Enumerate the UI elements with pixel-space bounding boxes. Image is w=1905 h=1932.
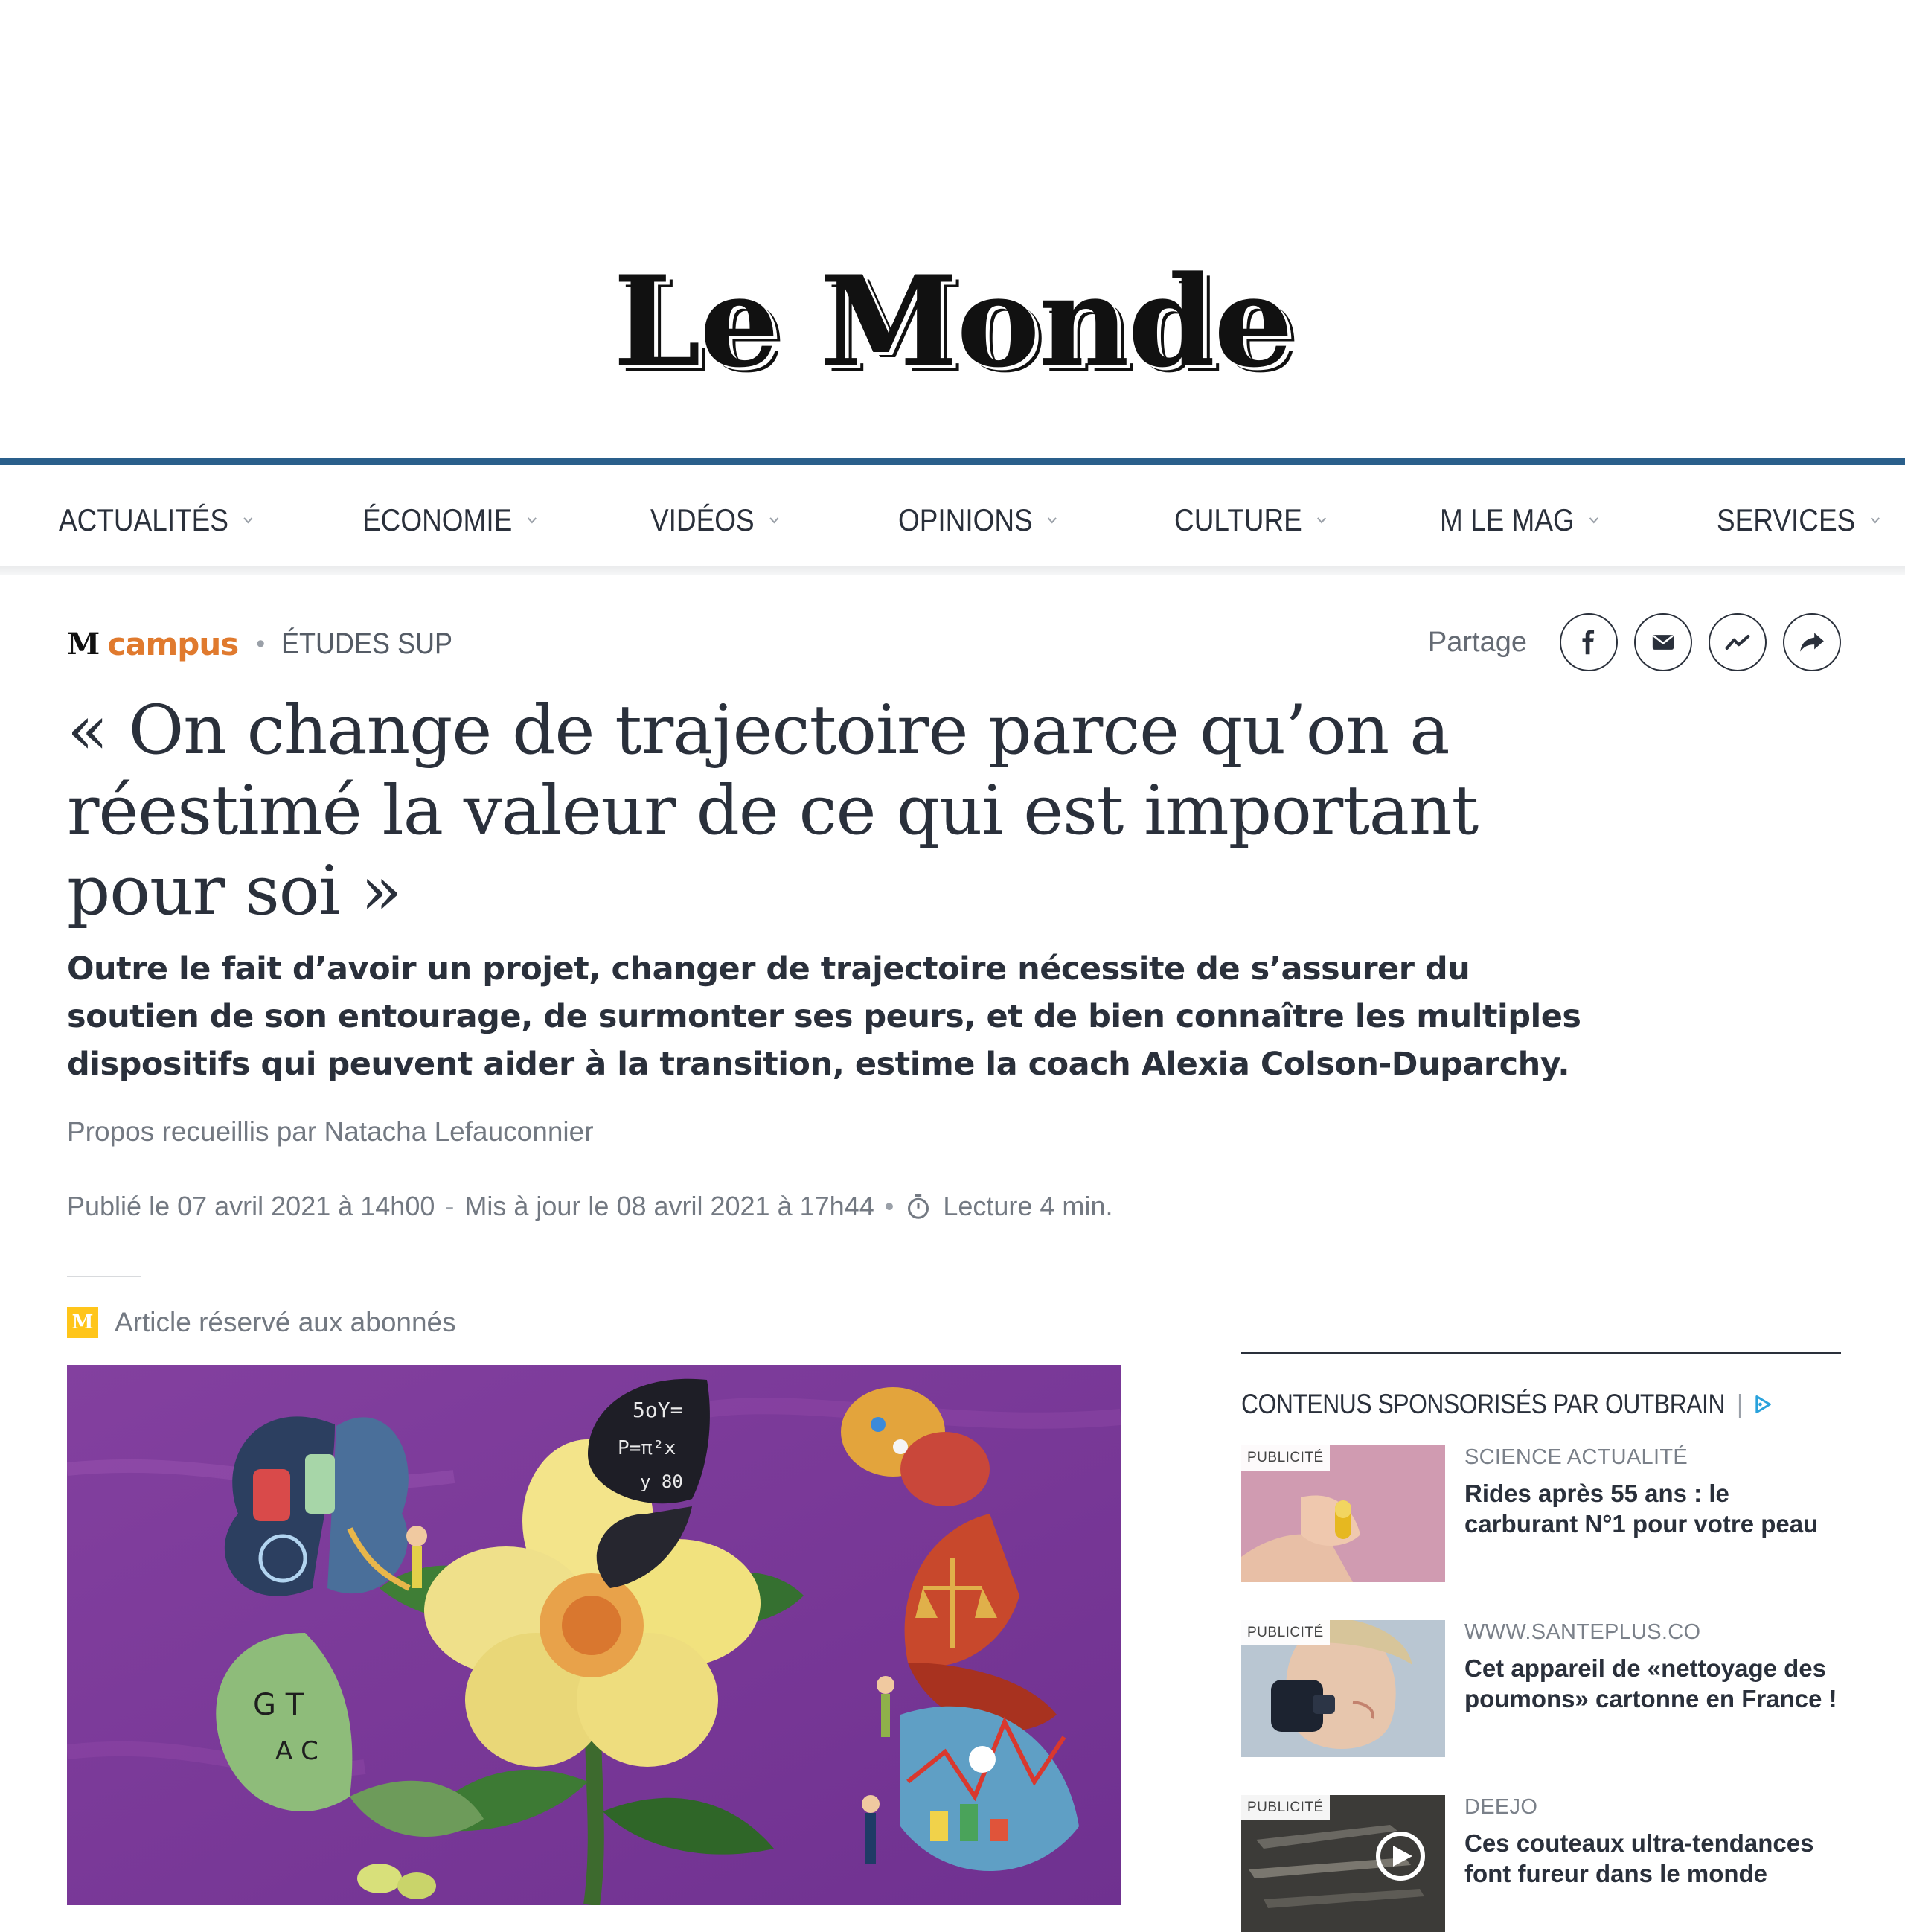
svg-text:G T: G T <box>253 1688 304 1722</box>
reading-time: Lecture 4 min. <box>943 1191 1113 1221</box>
sponsored-tag: PUBLICITÉ <box>1241 1620 1330 1645</box>
facebook-share-button[interactable] <box>1560 613 1618 671</box>
facebook-icon <box>1576 630 1601 655</box>
sponsored-source: WWW.SANTEPLUS.CO <box>1464 1620 1701 1644</box>
masthead-divider <box>0 458 1905 465</box>
article-description: Outre le fait d’avoir un projet, changer de trajectoire nécessite de s’assurer du soutien de son entourage, de surmonter ses peurs, et de bien connaître les multiples dispositifs qui peuvent aider à la transition, estime la coach Alexia Colson-Duparchy. <box>67 950 1581 1083</box>
sponsored-separator: | <box>1736 1389 1744 1418</box>
nav-item-actualites[interactable]: ACTUALITÉS <box>59 498 253 543</box>
adchoices-icon[interactable] <box>1752 1394 1773 1415</box>
chevron-down-icon <box>527 514 537 526</box>
svg-text:y 80: y 80 <box>640 1471 683 1492</box>
share-label: Partage <box>1427 626 1527 658</box>
sponsored-item[interactable] <box>1241 1620 1841 1757</box>
sponsored-thumbnail[interactable] <box>1241 1445 1445 1582</box>
meta-separator: - <box>445 1191 455 1221</box>
sponsored-source: SCIENCE ACTUALITÉ <box>1464 1445 1688 1469</box>
sponsored-text[interactable]: Cet appareil de «nettoyage des poumons» cartonne en France ! <box>1464 1654 1837 1712</box>
sponsored-thumbnail[interactable] <box>1241 1795 1445 1932</box>
article-headline: « On change de trajectoire parce qu’on a réestimé la valeur de ce qui est important pour soi » <box>67 691 1479 930</box>
nav-item-videos[interactable]: VIDÉOS <box>650 498 779 543</box>
publish-date: Publié le 07 avril 2021 à 14h00 <box>67 1191 435 1221</box>
timer-icon <box>906 1193 931 1220</box>
sponsored-item[interactable] <box>1241 1795 1841 1932</box>
sponsored-header <box>1241 1389 1773 1420</box>
sponsored-tag: PUBLICITÉ <box>1241 1795 1330 1820</box>
nav-item-opinions[interactable]: OPINIONS <box>898 498 1057 543</box>
article-author[interactable]: Propos recueillis par Natacha Lefauconnier <box>67 1116 594 1147</box>
main-nav <box>0 465 1905 566</box>
premium-notice <box>67 1307 456 1338</box>
meta-separator: • <box>884 1191 894 1221</box>
more-share-button[interactable] <box>1783 613 1841 671</box>
sponsored-thumbnail[interactable] <box>1241 1620 1445 1757</box>
chevron-down-icon <box>769 514 779 526</box>
le-monde-m-logo: M <box>67 626 100 662</box>
masthead <box>0 0 1905 458</box>
svg-text:P=π²x: P=π²x <box>618 1437 676 1459</box>
article-meta <box>67 1191 1112 1222</box>
chevron-down-icon <box>243 514 253 526</box>
chevron-down-icon <box>1047 514 1057 526</box>
nav-item-services[interactable]: SERVICES <box>1717 498 1880 543</box>
svg-text:5oY=: 5oY= <box>633 1398 683 1422</box>
chevron-down-icon <box>1870 514 1880 526</box>
meta-divider <box>67 1276 141 1277</box>
sponsored-item[interactable] <box>1241 1445 1841 1582</box>
nav-item-culture[interactable]: CULTURE <box>1174 498 1327 543</box>
sponsored-tag: PUBLICITÉ <box>1241 1445 1330 1471</box>
sponsored-text[interactable]: Rides après 55 ans : le carburant N°1 pour votre peau <box>1464 1480 1819 1538</box>
update-date: Mis à jour le 08 avril 2021 à 17h44 <box>464 1191 874 1221</box>
nav-item-m-le-mag[interactable]: M LE MAG <box>1440 498 1599 543</box>
messenger-icon <box>1723 628 1752 656</box>
campus-link[interactable]: campus <box>107 625 239 662</box>
email-share-button[interactable] <box>1634 613 1692 671</box>
sponsored-source: DEEJO <box>1464 1795 1538 1819</box>
illustration-image <box>67 1365 1121 1905</box>
sponsored-title[interactable]: CONTENUS SPONSORISÉS PAR OUTBRAIN <box>1241 1389 1726 1419</box>
premium-label: Article réservé aux abonnés <box>115 1307 456 1337</box>
messenger-share-button[interactable] <box>1709 613 1767 671</box>
svg-text:A C: A C <box>275 1736 318 1766</box>
premium-badge-icon: M <box>67 1307 98 1338</box>
nav-item-economie[interactable]: ÉCONOMIE <box>362 498 537 543</box>
le-monde-logo[interactable]: Le Monde <box>612 248 1293 395</box>
nav-shadow <box>0 566 1905 575</box>
section-link[interactable]: ÉTUDES SUP <box>281 627 453 660</box>
chevron-down-icon <box>1316 514 1327 526</box>
share-bar <box>1428 613 1841 671</box>
email-icon <box>1651 630 1676 655</box>
breadcrumb-separator: • <box>256 629 266 658</box>
share-icon <box>1798 628 1826 656</box>
breadcrumb <box>67 625 472 662</box>
article-illustration[interactable] <box>67 1365 1121 1905</box>
sponsored-text[interactable]: Ces couteaux ultra-tendances font fureur dans le monde <box>1464 1829 1814 1887</box>
sponsored-divider <box>1241 1352 1841 1354</box>
chevron-down-icon <box>1589 514 1599 526</box>
